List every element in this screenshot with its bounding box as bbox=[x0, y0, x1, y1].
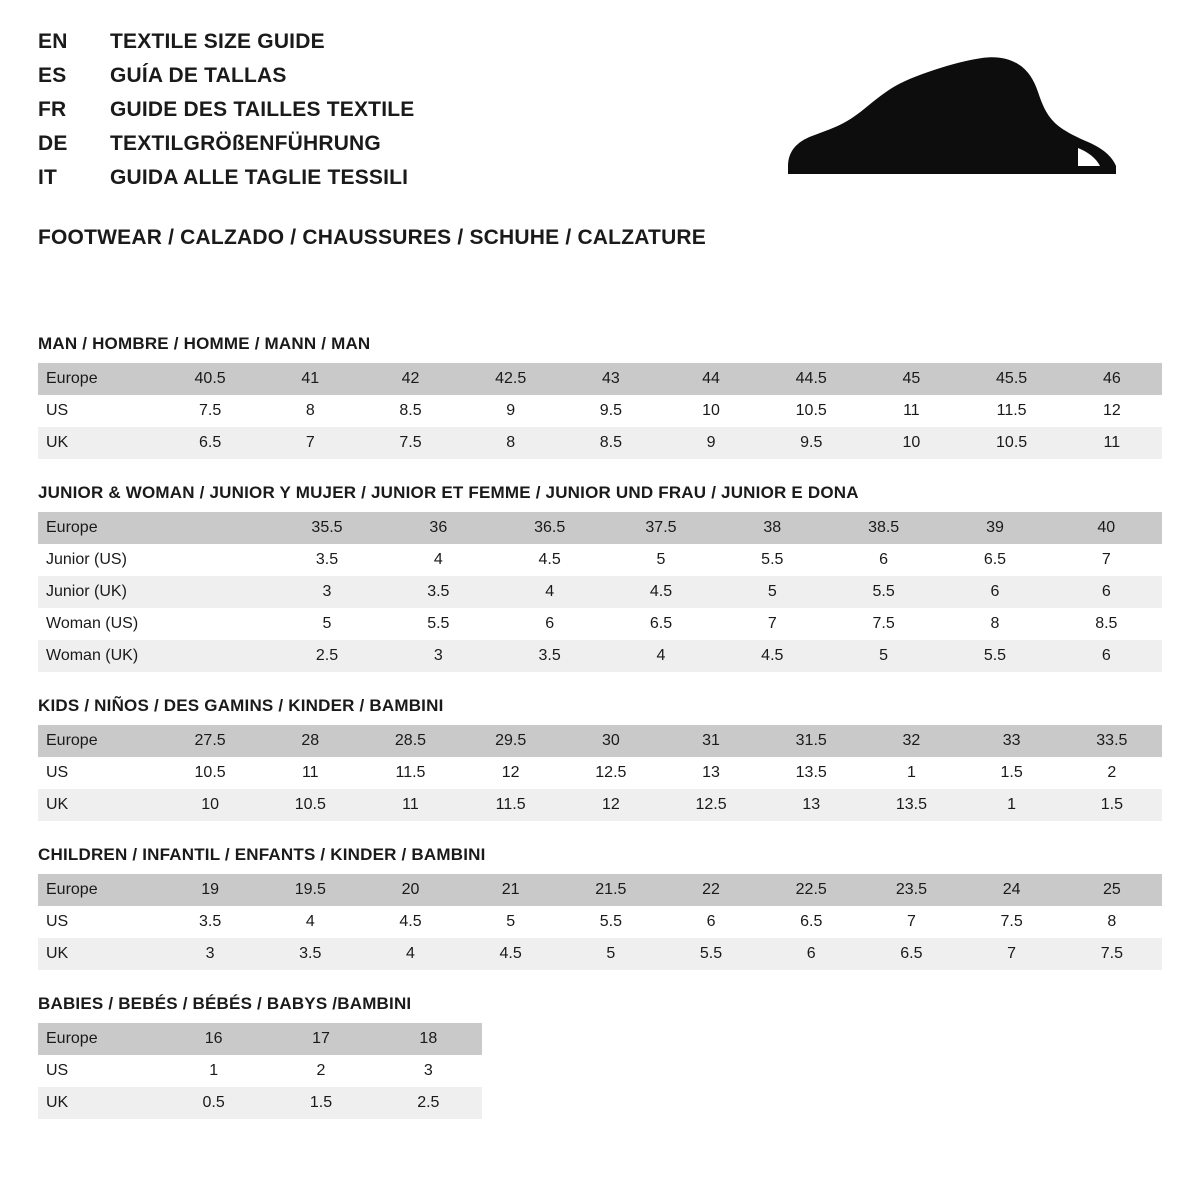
cell: 10.5 bbox=[795, 402, 827, 419]
cell: 3.5 bbox=[538, 647, 561, 664]
size-table-kids bbox=[38, 725, 1162, 821]
category-heading: FOOTWEAR / CALZADO / CHAUSSURES / SCHUHE / CALZATURE bbox=[38, 226, 707, 249]
row-label: Europe bbox=[46, 370, 98, 387]
cell: 44.5 bbox=[795, 370, 827, 387]
cell: 19.5 bbox=[294, 881, 326, 898]
table-row bbox=[38, 757, 1162, 789]
cell: 9.5 bbox=[599, 402, 622, 419]
cell: 8 bbox=[990, 615, 1000, 632]
cell: 42.5 bbox=[495, 370, 527, 387]
language-row bbox=[38, 98, 414, 132]
language-title: GUÍA DE TALLAS bbox=[110, 64, 287, 87]
cell: 10.5 bbox=[194, 764, 226, 781]
cell: 8.5 bbox=[399, 402, 422, 419]
cell: 6 bbox=[1101, 647, 1111, 664]
row-label: US bbox=[46, 1062, 69, 1079]
table-row-header bbox=[38, 725, 1162, 757]
row-label: Europe bbox=[46, 881, 98, 898]
cell: 33.5 bbox=[1096, 732, 1128, 749]
row-label: Europe bbox=[46, 1030, 98, 1047]
cell: 8 bbox=[1107, 913, 1117, 930]
cell: 6.5 bbox=[649, 615, 673, 632]
group-junior-woman bbox=[38, 483, 1162, 672]
cell: 1.5 bbox=[1000, 764, 1023, 781]
cell: 1.5 bbox=[309, 1094, 333, 1111]
cell: 44 bbox=[702, 370, 720, 387]
cell: 8 bbox=[506, 434, 516, 451]
cell: 31 bbox=[702, 732, 720, 749]
cell: 5 bbox=[767, 583, 777, 600]
group-title: CHILDREN / INFANTIL / ENFANTS / KINDER / BAMBINI bbox=[38, 845, 486, 864]
cell: 31.5 bbox=[795, 732, 827, 749]
cell: 7.5 bbox=[1100, 945, 1123, 962]
cell: 39 bbox=[986, 519, 1004, 536]
cell: 38 bbox=[763, 519, 782, 536]
cell bbox=[160, 576, 271, 608]
cell bbox=[160, 608, 271, 640]
group-title: BABIES / BEBÉS / BÉBÉS / BABYS /BAMBINI bbox=[38, 994, 412, 1013]
group-title: KIDS / NIÑOS / DES GAMINS / KINDER / BAMBINI bbox=[38, 696, 444, 715]
cell: 4 bbox=[433, 551, 443, 568]
cell: 11 bbox=[402, 796, 419, 813]
cell: 2.5 bbox=[315, 647, 339, 664]
table-row bbox=[38, 938, 1162, 970]
cell: 7 bbox=[1101, 551, 1111, 568]
cell: 6 bbox=[545, 615, 555, 632]
cell: 7.5 bbox=[198, 402, 222, 419]
cell: 6.5 bbox=[800, 913, 823, 930]
cell: 40.5 bbox=[194, 370, 226, 387]
cell: 6 bbox=[806, 945, 816, 962]
cell: 30 bbox=[601, 732, 620, 749]
table-row-header bbox=[38, 874, 1162, 906]
cell: 1 bbox=[209, 1062, 219, 1079]
cell: 12 bbox=[601, 796, 620, 813]
table-row-header bbox=[38, 363, 1162, 395]
cell: 2 bbox=[316, 1062, 326, 1079]
cell: 12.5 bbox=[695, 796, 727, 813]
cell: 4 bbox=[305, 913, 315, 930]
cell: 3 bbox=[205, 945, 215, 962]
language-code: DE bbox=[38, 132, 68, 155]
table-row bbox=[38, 640, 1162, 672]
cell: 3 bbox=[433, 647, 443, 664]
cell: 27.5 bbox=[194, 732, 226, 749]
cell: 43 bbox=[601, 370, 620, 387]
table-row bbox=[38, 427, 1162, 459]
cell: 21 bbox=[501, 881, 520, 898]
cell: 13.5 bbox=[795, 764, 827, 781]
language-title: GUIDA ALLE TAGLIE TESSILI bbox=[110, 166, 409, 189]
cell: 25 bbox=[1102, 881, 1121, 898]
cell: 0.5 bbox=[202, 1094, 225, 1111]
cell: 37.5 bbox=[645, 519, 677, 536]
cell: 7 bbox=[906, 913, 916, 930]
cell: 11 bbox=[301, 764, 319, 781]
language-code: EN bbox=[38, 30, 68, 53]
language-title: GUIDE DES TAILLES TEXTILE bbox=[110, 98, 415, 121]
cell: 7.5 bbox=[1000, 913, 1023, 930]
cell: 10 bbox=[902, 434, 921, 451]
row-label: US bbox=[46, 402, 69, 419]
cell: 5 bbox=[656, 551, 666, 568]
cell: 12 bbox=[501, 764, 520, 781]
language-code: FR bbox=[38, 98, 67, 121]
cell: 4 bbox=[545, 583, 555, 600]
row-label: Europe bbox=[46, 732, 98, 749]
table-row bbox=[38, 395, 1162, 427]
cell: 45 bbox=[902, 370, 921, 387]
table-row bbox=[38, 544, 1162, 576]
cell: 16 bbox=[204, 1030, 223, 1047]
cell: 38.5 bbox=[868, 519, 900, 536]
cell: 19 bbox=[201, 881, 219, 898]
language-row bbox=[38, 30, 414, 64]
size-table-man bbox=[38, 363, 1162, 459]
row-label: UK bbox=[46, 796, 69, 813]
cell: 1 bbox=[1007, 796, 1017, 813]
cell bbox=[160, 640, 271, 672]
cell: 41 bbox=[301, 370, 320, 387]
row-label: Woman (UK) bbox=[46, 647, 139, 664]
language-title-list bbox=[38, 30, 414, 200]
size-table-babies bbox=[38, 1023, 482, 1119]
row-label: Woman (US) bbox=[46, 615, 139, 632]
cell: 7.5 bbox=[872, 615, 895, 632]
cell: 6.5 bbox=[900, 945, 923, 962]
cell: 5.5 bbox=[699, 945, 723, 962]
cell: 10.5 bbox=[996, 434, 1028, 451]
cell: 5 bbox=[322, 615, 332, 632]
cell: 9 bbox=[706, 434, 716, 451]
cell: 7 bbox=[1007, 945, 1017, 962]
size-table-junior-woman bbox=[38, 512, 1162, 672]
cell: 5.5 bbox=[599, 913, 622, 930]
cell: 11 bbox=[1103, 434, 1121, 451]
cell: 32 bbox=[902, 732, 921, 749]
group-babies bbox=[38, 994, 1162, 1119]
cell: 4.5 bbox=[499, 945, 522, 962]
language-title: TEXTILE SIZE GUIDE bbox=[110, 30, 325, 53]
cell: 3.5 bbox=[427, 583, 450, 600]
row-label: UK bbox=[46, 1094, 69, 1111]
table-row bbox=[38, 576, 1162, 608]
row-label: Junior (US) bbox=[46, 551, 127, 568]
size-table-children bbox=[38, 874, 1162, 970]
cell: 11.5 bbox=[996, 402, 1027, 419]
cell: 13 bbox=[802, 796, 821, 813]
cell: 8.5 bbox=[1095, 615, 1118, 632]
cell: 9 bbox=[506, 402, 516, 419]
cell: 18 bbox=[419, 1030, 438, 1047]
cell: 40 bbox=[1097, 519, 1116, 536]
cell: 11.5 bbox=[495, 796, 526, 813]
cell: 42 bbox=[401, 370, 420, 387]
cell: 5.5 bbox=[983, 647, 1007, 664]
cell: 4.5 bbox=[538, 551, 561, 568]
cell: 46 bbox=[1102, 370, 1121, 387]
cell: 13.5 bbox=[895, 796, 927, 813]
size-tables bbox=[38, 334, 1162, 1119]
row-label: UK bbox=[46, 434, 69, 451]
table-row bbox=[38, 906, 1162, 938]
cell: 2.5 bbox=[417, 1094, 440, 1111]
language-row bbox=[38, 166, 414, 200]
cell: 33 bbox=[1002, 732, 1021, 749]
cell bbox=[160, 512, 271, 544]
cell: 28.5 bbox=[394, 732, 427, 749]
cell: 4.5 bbox=[761, 647, 784, 664]
row-label: Europe bbox=[46, 519, 98, 536]
cell: 6 bbox=[879, 551, 889, 568]
cell: 5 bbox=[879, 647, 889, 664]
row-label: UK bbox=[46, 945, 69, 962]
language-code: IT bbox=[38, 166, 58, 189]
cell: 12 bbox=[1102, 402, 1121, 419]
cell: 5 bbox=[506, 913, 516, 930]
row-label: Junior (UK) bbox=[46, 583, 127, 600]
cell: 3 bbox=[423, 1062, 433, 1079]
cell: 1 bbox=[906, 764, 916, 781]
cell: 11.5 bbox=[395, 764, 426, 781]
cell: 3 bbox=[322, 583, 332, 600]
cell: 6 bbox=[990, 583, 1000, 600]
language-title: TEXTILGRÖßENFÜHRUNG bbox=[110, 132, 381, 155]
language-row bbox=[38, 132, 414, 166]
row-label: US bbox=[46, 913, 69, 930]
cell: 5 bbox=[606, 945, 616, 962]
cell: 29.5 bbox=[495, 732, 527, 749]
cell: 28 bbox=[301, 732, 320, 749]
cell: 7 bbox=[767, 615, 777, 632]
cell: 12.5 bbox=[595, 764, 627, 781]
cell: 2 bbox=[1107, 764, 1117, 781]
cell: 36 bbox=[429, 519, 448, 536]
table-row bbox=[38, 1087, 482, 1119]
cell: 8 bbox=[305, 402, 315, 419]
cell: 10 bbox=[201, 796, 219, 813]
cell: 4 bbox=[656, 647, 666, 664]
cell: 11 bbox=[903, 402, 920, 419]
cell: 21.5 bbox=[595, 881, 627, 898]
page-header bbox=[38, 30, 1162, 200]
cell bbox=[160, 544, 271, 576]
table-row-header bbox=[38, 512, 1162, 544]
cell: 8.5 bbox=[599, 434, 622, 451]
cell: 6 bbox=[706, 913, 716, 930]
cell: 10.5 bbox=[294, 796, 326, 813]
cell: 20 bbox=[401, 881, 420, 898]
cell: 4.5 bbox=[649, 583, 673, 600]
cell: 3.5 bbox=[299, 945, 322, 962]
cell: 4.5 bbox=[399, 913, 422, 930]
table-row bbox=[38, 608, 1162, 640]
language-row bbox=[38, 64, 414, 98]
cell: 7.5 bbox=[399, 434, 422, 451]
group-title: MAN / HOMBRE / HOMME / MANN / MAN bbox=[38, 334, 371, 353]
table-row bbox=[38, 1055, 482, 1087]
cell: 22 bbox=[702, 881, 720, 898]
cell: 4 bbox=[406, 945, 415, 962]
cell: 5.5 bbox=[427, 615, 450, 632]
cell: 1.5 bbox=[1100, 796, 1123, 813]
group-kids bbox=[38, 696, 1162, 821]
cell: 9.5 bbox=[800, 434, 823, 451]
cell: 35.5 bbox=[311, 519, 343, 536]
group-children bbox=[38, 845, 1162, 970]
cell: 23.5 bbox=[895, 881, 927, 898]
language-code: ES bbox=[38, 64, 67, 87]
cell: 22.5 bbox=[795, 881, 827, 898]
group-title: JUNIOR & WOMAN / JUNIOR Y MUJER / JUNIOR ET FEMME / JUNIOR UND FRAU / JUNIOR E DONA bbox=[38, 483, 859, 502]
dress-shoe-icon bbox=[782, 56, 1122, 181]
cell: 5.5 bbox=[872, 583, 895, 600]
cell: 6.5 bbox=[198, 434, 222, 451]
cell: 36.5 bbox=[534, 519, 566, 536]
cell: 17 bbox=[312, 1030, 330, 1047]
cell: 10 bbox=[702, 402, 720, 419]
cell: 3.5 bbox=[198, 913, 222, 930]
row-label: US bbox=[46, 764, 69, 781]
cell: 45.5 bbox=[996, 370, 1028, 387]
cell: 5.5 bbox=[761, 551, 784, 568]
group-man bbox=[38, 334, 1162, 459]
cell: 7 bbox=[305, 434, 315, 451]
cell: 24 bbox=[1002, 881, 1021, 898]
table-row bbox=[38, 789, 1162, 821]
cell: 3.5 bbox=[315, 551, 339, 568]
cell: 6 bbox=[1101, 583, 1111, 600]
cell: 6.5 bbox=[983, 551, 1007, 568]
table-row-header bbox=[38, 1023, 482, 1055]
cell: 13 bbox=[702, 764, 720, 781]
